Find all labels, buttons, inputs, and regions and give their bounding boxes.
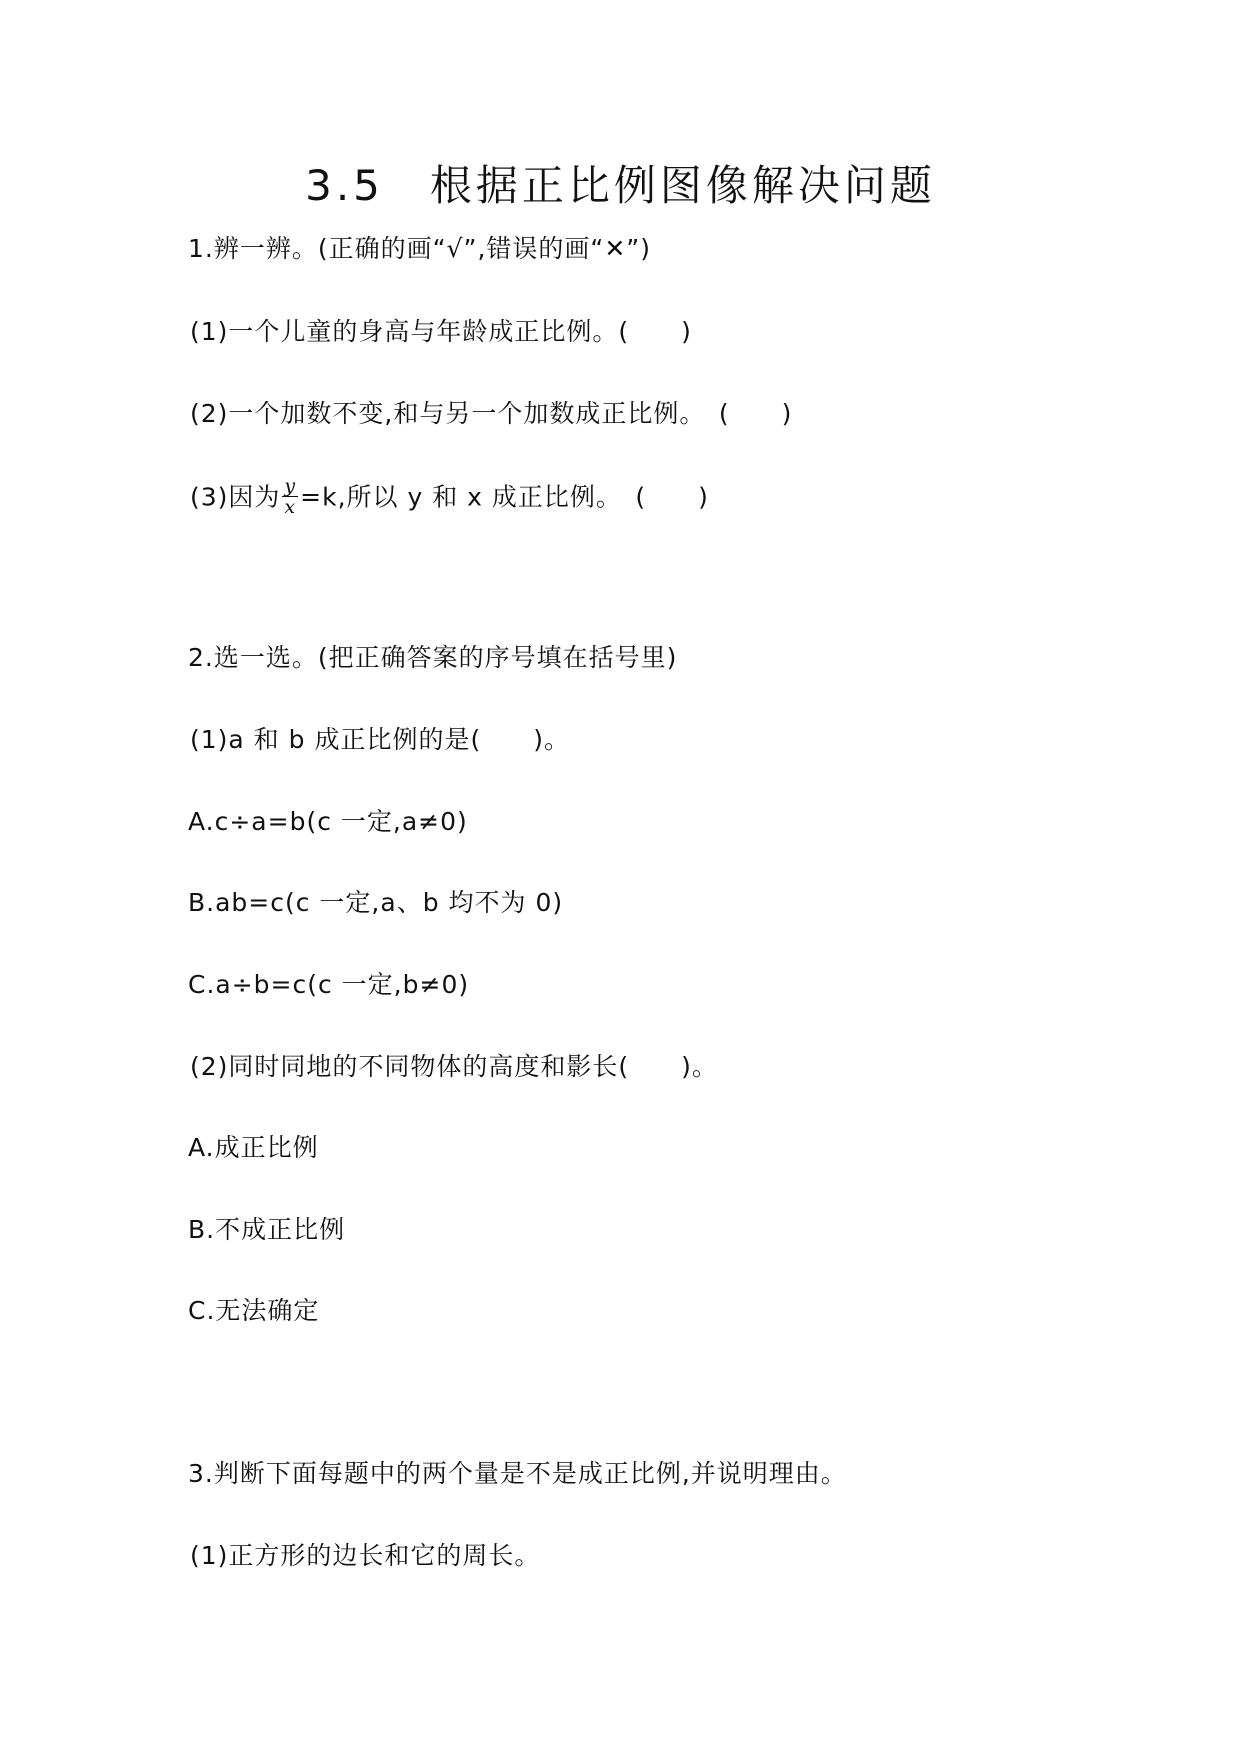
q3-sub-1: (1)正方形的边长和它的周长。 <box>190 1541 541 1570</box>
q2-sub-2: (2)同时同地的不同物体的高度和影长( )。 <box>190 1052 718 1081</box>
fraction-numerator: y <box>284 475 297 497</box>
q2-sub-1-option-c: C.a÷b=c(c 一定,b≠0) <box>188 970 470 999</box>
q2-sub-1: (1)a 和 b 成正比例的是( )。 <box>190 725 570 754</box>
q1-item-1: (1)一个儿童的身高与年龄成正比例。( ) <box>190 317 692 346</box>
q1-item-2: (2)一个加数不变,和与另一个加数成正比例。 ( ) <box>190 399 793 428</box>
y-over-x-fraction <box>282 476 298 517</box>
q2-sub-1-option-b: B.ab=c(c 一定,a、b 均不为 0) <box>188 888 564 917</box>
q2-sub-2-option-b: B.不成正比例 <box>188 1215 346 1244</box>
q2-heading: 2.选一选。(把正确答案的序号填在括号里) <box>188 643 678 672</box>
q2-sub-1-option-a: A.c÷a=b(c 一定,a≠0) <box>188 807 468 836</box>
q2-sub-2-option-a: A.成正比例 <box>188 1133 319 1162</box>
q1-item-3 <box>190 475 709 519</box>
q2-sub-2-option-c: C.无法确定 <box>188 1296 320 1325</box>
q1-heading: 1.辨一辨。(正确的画“√”,错误的画“✕”) <box>188 234 651 263</box>
q3-heading: 3.判断下面每题中的两个量是不是成正比例,并说明理由。 <box>188 1459 847 1488</box>
q1-item-3-suffix: =k,所以 y 和 x 成正比例。 ( ) <box>300 482 709 512</box>
q1-item-3-prefix: (3)因为 <box>190 482 281 512</box>
fraction-denominator: x <box>284 496 297 518</box>
page-title: 3.5 根据正比例图像解决问题 <box>305 161 936 210</box>
